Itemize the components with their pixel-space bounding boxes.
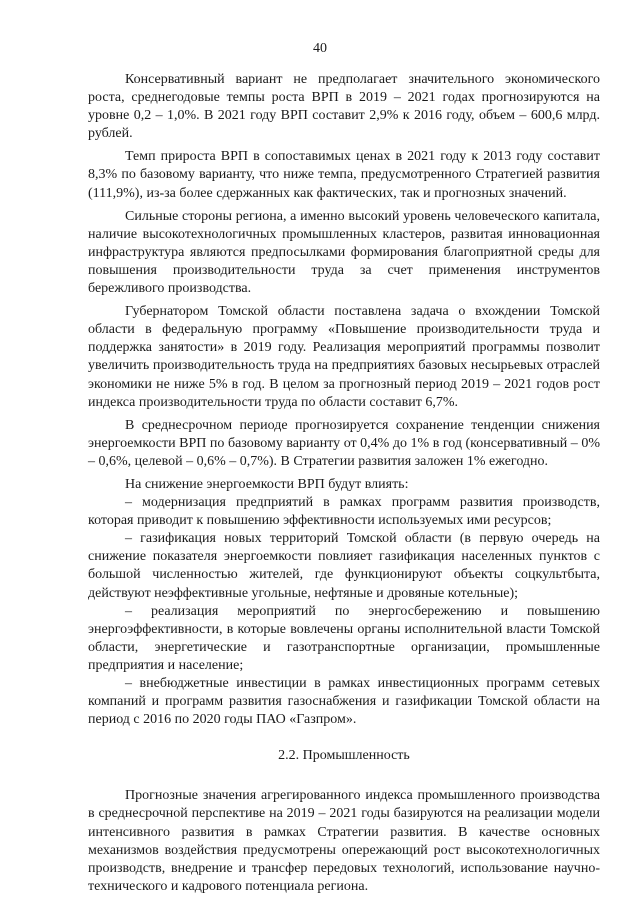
paragraph-conservative-scenario: Консервативный вариант не предполагает значительного экономического роста, среднегодовые темпы роста ВРП в 2019 – 2021 годах прогнозируются на уровне 0,2 – 1,0%. В 2021 году ВРП составит 2,9% к 2016 году, объем – 600,6 млрд. рублей.	[88, 72, 600, 142]
factor-list-item: – модернизация предприятий в рамках программ развития производств, которая приводит к повышению эффективности используемых ими ресурсов;	[88, 495, 600, 529]
paragraph-grp-growth: Темп прироста ВРП в сопоставимых ценах в 2021 году к 2013 году составит 8,3% по базовому варианту, что ниже темпа, предусмотренного Стратегией развития (111,9%), из-за более сдержанных как фактических, так и прогнозных значений.	[88, 149, 600, 201]
document-body	[88, 71, 600, 896]
section-heading: 2.2. Промышленность	[278, 748, 410, 764]
page-number: 40	[313, 41, 327, 56]
paragraph-industry-forecast: Прогнозные значения агрегированного индекса промышленного производства в среднесрочной перспективе на 2019 – 2021 годы базируются на реализации модели интенсивного развития в рамках Стратегии развития. В качестве основных механизмов воздействия предусмотрены опережающий рост высокотехнологичных производств, внедрение и трансфер передовых технологий, использование научно-технического и кадрового потенциала региона.	[88, 788, 600, 894]
factors-intro: На снижение энергоемкости ВРП будут влиять:	[125, 476, 409, 492]
paragraph-productivity-program: Губернатором Томской области поставлена задача о вхождении Томской области в федеральную программу «Повышение производительности труда и поддержка занятости» в 2019 году. Реализация мероприятий программы позволит увеличить производительность труда на предприятиях базовых несырьевых отраслей экономики не ниже 5% в год. В целом за прогнозный период 2019 – 2021 годов рост индекса производительности труда по области составит 6,7%.	[88, 304, 600, 410]
factor-list-item: – внебюджетные инвестиции в рамках инвестиционных программ сетевых компаний и программ развития газоснабжения и газификации Томской области на период с 2016 по 2020 годы ПАО «Газпром».	[88, 676, 600, 728]
factor-list-item: – газификация новых территорий Томской области (в первую очередь на снижение показателя энергоемкости повлияет газификация населенных пунктов с большой численностью жителей, где функционируют объекты соцкультбыта, действуют неэффективные угольные, нефтяные и дровяные котельные);	[88, 531, 600, 601]
paragraph-energy-intensity: В среднесрочном периоде прогнозируется сохранение тенденции снижения энергоемкости ВРП по базовому варианту от 0,4% до 1% в год (консервативный – 0% – 0,6%, целевой – 0,6% – 0,7%). В Стратегии развития заложен 1% ежегодно.	[88, 417, 600, 469]
factor-list-item: – реализация мероприятий по энергосбережению и повышению энергоэффективности, в которые вовлечены органы исполнительной власти Томской области, энергетические и газотранспортные организации, промышленные предприятия и население;	[88, 603, 600, 673]
paragraph-region-strengths: Сильные стороны региона, а именно высокий уровень человеческого капитала, наличие высокотехнологичных промышленных кластеров, развитая инновационная инфраструктура являются предпосылками формирования благоприятной среды для повышения производительности труда за счет применения инструментов бережливого производства.	[88, 208, 600, 297]
